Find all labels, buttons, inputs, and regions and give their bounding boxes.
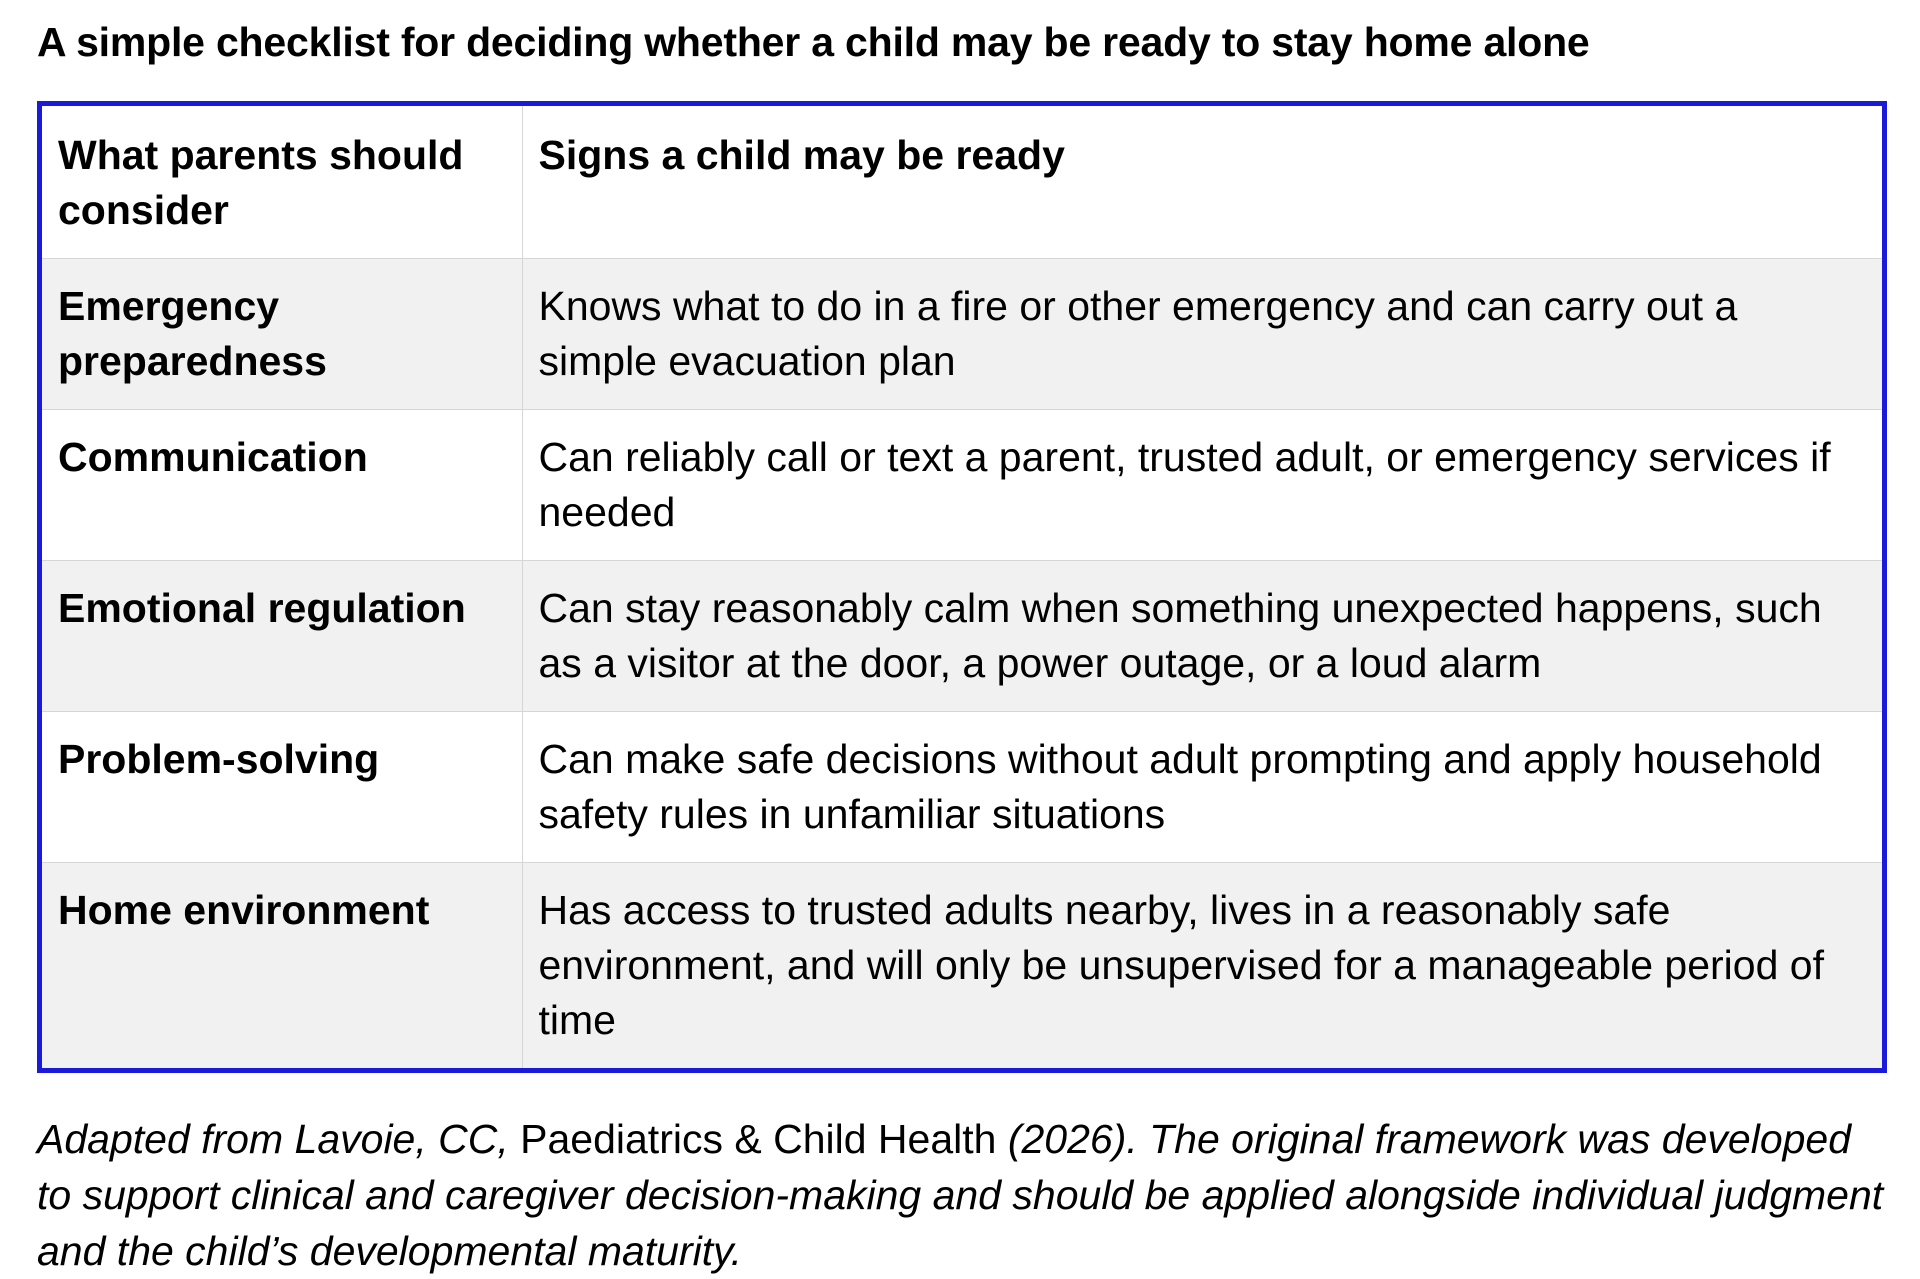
document-page: [37, 0, 1887, 1279]
table-row: [42, 410, 1882, 561]
table-row: [42, 712, 1882, 863]
row-category: Emotional regulation: [42, 561, 522, 712]
row-category: Communication: [42, 410, 522, 561]
row-sign: Can make safe decisions without adult prompting and apply household safety rules in unfamiliar situations: [522, 712, 1882, 863]
table-row: [42, 561, 1882, 712]
table-row: [42, 863, 1882, 1069]
column-header-signs: Signs a child may be ready: [522, 106, 1882, 259]
column-header-consider: What parents should consider: [42, 106, 522, 259]
row-sign: Has access to trusted adults nearby, lives in a reasonably safe environment, and will only be unsupervised for a manageable period of time: [522, 863, 1882, 1069]
table-row: [42, 259, 1882, 410]
page-title: A simple checklist for deciding whether a child may be ready to stay home alone: [37, 19, 1590, 65]
table-header-row: [42, 106, 1882, 259]
caption-suffix: (2026). The original framework was developed to support clinical and caregiver decision-making and should be applied alongside individual judgment and the child’s developmental maturity.: [37, 1116, 1884, 1274]
source-caption: [37, 1111, 1887, 1279]
row-category: Home environment: [42, 863, 522, 1069]
caption-journal-name: Paediatrics & Child Health: [520, 1116, 997, 1162]
row-sign: Can reliably call or text a parent, trusted adult, or emergency services if needed: [522, 410, 1882, 561]
row-category: Problem-solving: [42, 712, 522, 863]
row-sign: Can stay reasonably calm when something unexpected happens, such as a visitor at the door, a power outage, or a loud alarm: [522, 561, 1882, 712]
caption-prefix: Adapted from Lavoie, CC,: [37, 1116, 521, 1162]
checklist-table: [37, 101, 1887, 1073]
row-category: Emergency preparedness: [42, 259, 522, 410]
row-sign: Knows what to do in a fire or other emergency and can carry out a simple evacuation plan: [522, 259, 1882, 410]
